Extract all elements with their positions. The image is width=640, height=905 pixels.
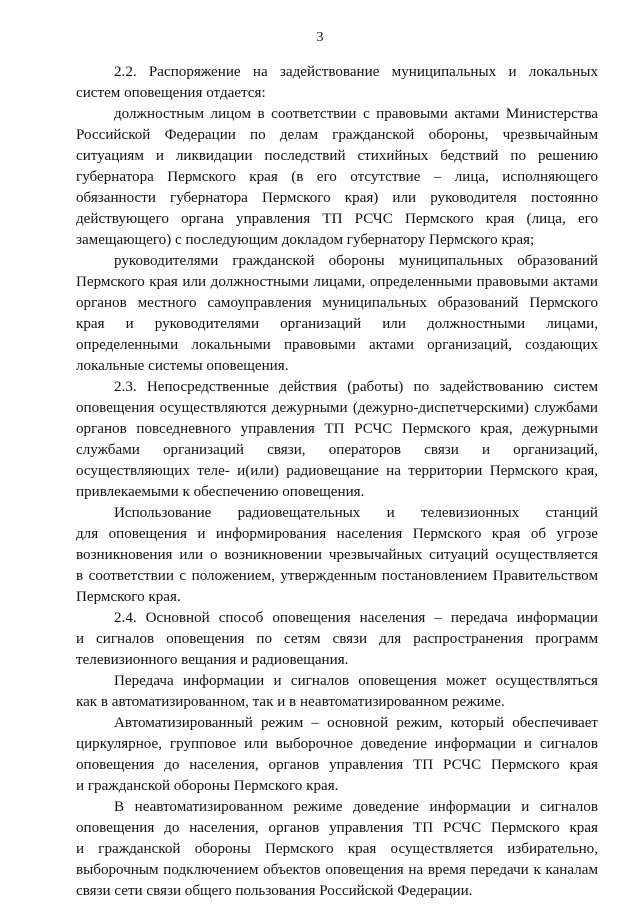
text-line: и гражданской обороны Пермского края осуществляется избирательно, xyxy=(76,841,598,857)
paragraph xyxy=(76,797,598,902)
text-line: систем оповещения отдается: xyxy=(76,85,266,101)
text-line: циркулярное, групповое или выборочное доведение информации и сигналов xyxy=(76,736,598,752)
text-line: В неавтоматизированном режиме доведение информации и сигналов xyxy=(114,799,598,815)
text-line: как в автоматизированном, так и в неавтоматизированном режиме. xyxy=(76,694,505,710)
text-line: должностным лицом в соответствии с правовыми актами Министерства xyxy=(114,106,598,122)
text-line: службами организаций связи, операторов связи и организаций, xyxy=(76,442,598,458)
text-line: края и руководителями организаций или должностными лицами, xyxy=(76,316,598,332)
text-line: телевизионного вещания и радиовещания. xyxy=(76,652,349,668)
text-line: Российской Федерации по делам гражданской обороны, чрезвычайным xyxy=(76,127,598,143)
page-number: 3 xyxy=(316,30,324,45)
text-line: ситуациям и ликвидации последствий стихийных бедствий по решению xyxy=(76,148,598,164)
text-line: выборочным подключением объектов оповещения на время передачи к каналам xyxy=(76,862,598,878)
text-line: обязанности губернатора Пермского края) или руководителя постоянно xyxy=(76,190,598,206)
text-line: возникновения или о возникновении чрезвычайных ситуаций осуществляется xyxy=(76,547,598,563)
text-line: Передача информации и сигналов оповещения может осуществляться xyxy=(114,673,598,689)
paragraph xyxy=(76,503,598,608)
text-line: 2.3. Непосредственные действия (работы) по задействованию систем xyxy=(114,379,598,395)
text-line: органов местного самоуправления муниципальных образований Пермского xyxy=(76,295,598,311)
text-line: Пермского края или должностными лицами, определенными правовыми актами xyxy=(76,274,598,290)
text-line: оповещения осуществляются дежурными (дежурно-диспетчерскими) службами xyxy=(76,400,598,416)
document-body xyxy=(76,62,598,902)
paragraph xyxy=(76,251,598,377)
text-line: связи сети связи общего пользования Российской Федерации. xyxy=(76,883,473,899)
text-line: органов повседневного управления ТП РСЧС Пермского края, дежурными xyxy=(76,421,598,437)
text-line: локальные системы оповещения. xyxy=(76,358,289,374)
paragraph xyxy=(76,104,598,251)
text-line: руководителями гражданской обороны муниципальных образований xyxy=(114,253,598,269)
text-line: оповещения до населения, органов управления ТП РСЧС Пермского края xyxy=(76,757,598,773)
paragraph xyxy=(76,377,598,503)
text-line: и гражданской обороны Пермского края. xyxy=(76,778,339,794)
text-line: в соответствии с положением, утвержденным постановлением Правительством xyxy=(76,568,598,584)
text-line: Использование радиовещательных и телевизионных станций xyxy=(114,505,598,521)
paragraph xyxy=(76,671,598,713)
text-line: Автоматизированный режим – основной режим, который обеспечивает xyxy=(114,715,598,731)
text-line: для оповещения и информирования населения Пермского края об угрозе xyxy=(76,526,598,542)
text-line: 2.4. Основной способ оповещения населения – передача информации xyxy=(114,610,598,626)
text-line: привлекаемыми к обеспечению оповещения. xyxy=(76,484,365,500)
text-line: и сигналов оповещения по сетям связи для распространения программ xyxy=(76,631,598,647)
text-line: определенными локальными правовыми актами организаций, создающих xyxy=(76,337,598,353)
text-line: оповещения до населения, органов управления ТП РСЧС Пермского края xyxy=(76,820,598,836)
text-line: 2.2. Распоряжение на задействование муниципальных и локальных xyxy=(114,64,598,80)
text-line: замещающего) с последующим докладом губернатору Пермского края; xyxy=(76,232,535,248)
text-line: губернатора Пермского края (в его отсутствие – лица, исполняющего xyxy=(76,169,598,185)
paragraph xyxy=(76,608,598,671)
paragraph xyxy=(76,713,598,797)
text-line: осуществляющих теле- и(или) радиовещание на территории Пермского края, xyxy=(76,463,598,479)
text-line: Пермского края. xyxy=(76,589,181,605)
paragraph xyxy=(76,62,598,104)
text-line: действующего органа управления ТП РСЧС Пермского края (лица, его xyxy=(76,211,598,227)
